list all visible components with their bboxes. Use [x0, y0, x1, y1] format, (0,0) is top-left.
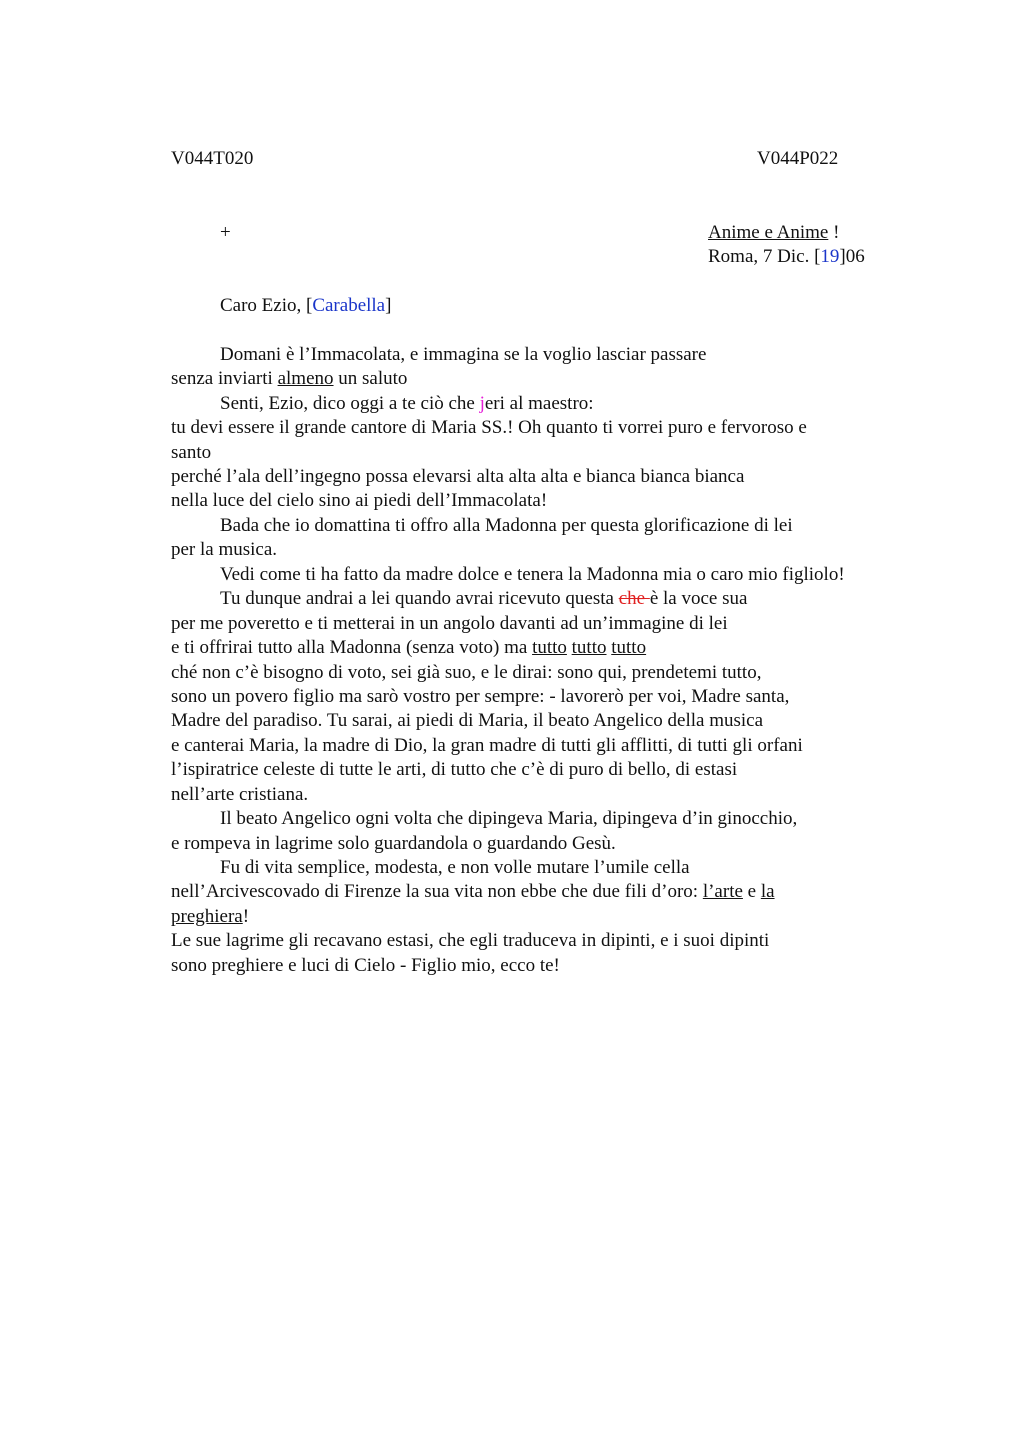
corrected-letter: j	[479, 393, 485, 414]
underlined-text: tutto	[532, 637, 567, 658]
date-year-editorial: 19	[820, 246, 840, 267]
text-line: perché l’ala dell’ingegno possa elevarsi alta alta alta e bianca bianca bianca	[171, 466, 745, 487]
text-span: Senti, Ezio, dico oggi a te ciò che	[220, 393, 480, 414]
title-suffix: !	[828, 222, 840, 243]
text-line: per me poveretto e ti metterai in un angolo davanti ad un’immagine di lei	[171, 613, 728, 634]
text-span: eri al maestro:	[484, 393, 594, 414]
underlined-text: almeno	[277, 368, 334, 389]
underlined-text: preghiera	[171, 906, 243, 927]
text-line: nella luce del cielo sino ai piedi dell’Immacolata!	[171, 490, 548, 511]
cross-mark: +	[220, 222, 231, 243]
underlined-text: l’arte	[702, 881, 743, 902]
text-line	[171, 636, 646, 660]
text-line: Le sue lagrime gli recavano estasi, che egli traduceva in dipinti, e i suoi dipinti	[171, 930, 770, 951]
text-line	[171, 880, 775, 904]
title-text: Anime e Anime	[708, 222, 829, 243]
text-line: l’ispiratrice celeste di tutte le arti, di tutto che c’è di puro di bello, di estasi	[171, 759, 738, 780]
text-line: sono preghiere e luci di Cielo - Figlio mio, ecco te!	[171, 955, 560, 976]
text-span: nell’Arcivescovado di Firenze la sua vita non ebbe che due fili d’oro:	[171, 881, 703, 902]
text-line: e canterai Maria, la madre di Dio, la gran madre di tutti gli afflitti, di tutti gli orfani	[171, 735, 803, 756]
text-line: ché non c’è bisogno di voto, sei già suo, e le dirai: sono qui, prendetemi tutto,	[171, 662, 762, 683]
text-line: per la musica.	[171, 539, 278, 560]
text-line	[171, 905, 249, 929]
text-span: e	[742, 881, 761, 902]
letter-title	[708, 221, 839, 245]
text-line: Il beato Angelico ogni volta che dipingeva Maria, dipingeva d’in ginocchio,	[220, 808, 798, 829]
letter-date	[708, 245, 865, 269]
text-span: senza inviarti	[171, 368, 278, 389]
underlined-text: tutto	[571, 637, 607, 658]
text-span: è la voce sua	[649, 588, 748, 609]
text-line: Fu di vita semplice, modesta, e non volle mutare l’umile cella	[220, 857, 690, 878]
text-line: nell’arte cristiana.	[171, 784, 309, 805]
date-suffix: ]06	[839, 246, 865, 267]
text-span: un saluto	[333, 368, 408, 389]
document-code-right: V044P022	[757, 148, 839, 169]
text-line: Domani è l’Immacolata, e immagina se la voglio lasciar passare	[220, 344, 707, 365]
deleted-text: che	[618, 588, 650, 609]
salutation	[220, 294, 391, 318]
underlined-text: tutto	[611, 637, 647, 658]
salutation-suffix: ]	[385, 295, 392, 316]
text-span: !	[242, 906, 250, 927]
underlined-text: la	[760, 881, 775, 902]
text-line: Bada che io domattina ti offro alla Madonna per questa glorificazione di lei	[220, 515, 793, 536]
text-line	[220, 587, 747, 611]
text-line: e rompeva in lagrime solo guardandola o guardando Gesù.	[171, 833, 616, 854]
salutation-prefix: Caro Ezio, [	[220, 295, 313, 316]
text-span: e ti offrirai tutto alla Madonna (senza voto) ma	[171, 637, 533, 658]
text-line	[220, 392, 594, 416]
text-line: Vedi come ti ha fatto da madre dolce e tenera la Madonna mia o caro mio figliolo!	[220, 564, 845, 585]
text-line	[171, 367, 407, 391]
text-line: sono un povero figlio ma sarò vostro per sempre: - lavorerò per voi, Madre santa,	[171, 686, 790, 707]
text-span: Tu dunque andrai a lei quando avrai ricevuto questa	[220, 588, 619, 609]
salutation-name-editorial: Carabella	[312, 295, 386, 316]
text-line: tu devi essere il grande cantore di Maria SS.! Oh quanto ti vorrei puro e fervoroso e	[171, 417, 807, 438]
text-line: santo	[171, 442, 212, 463]
document-code-left: V044T020	[171, 148, 254, 169]
text-line: Madre del paradiso. Tu sarai, ai piedi di Maria, il beato Angelico della musica	[171, 710, 764, 731]
date-prefix: Roma, 7 Dic. [	[708, 246, 821, 267]
